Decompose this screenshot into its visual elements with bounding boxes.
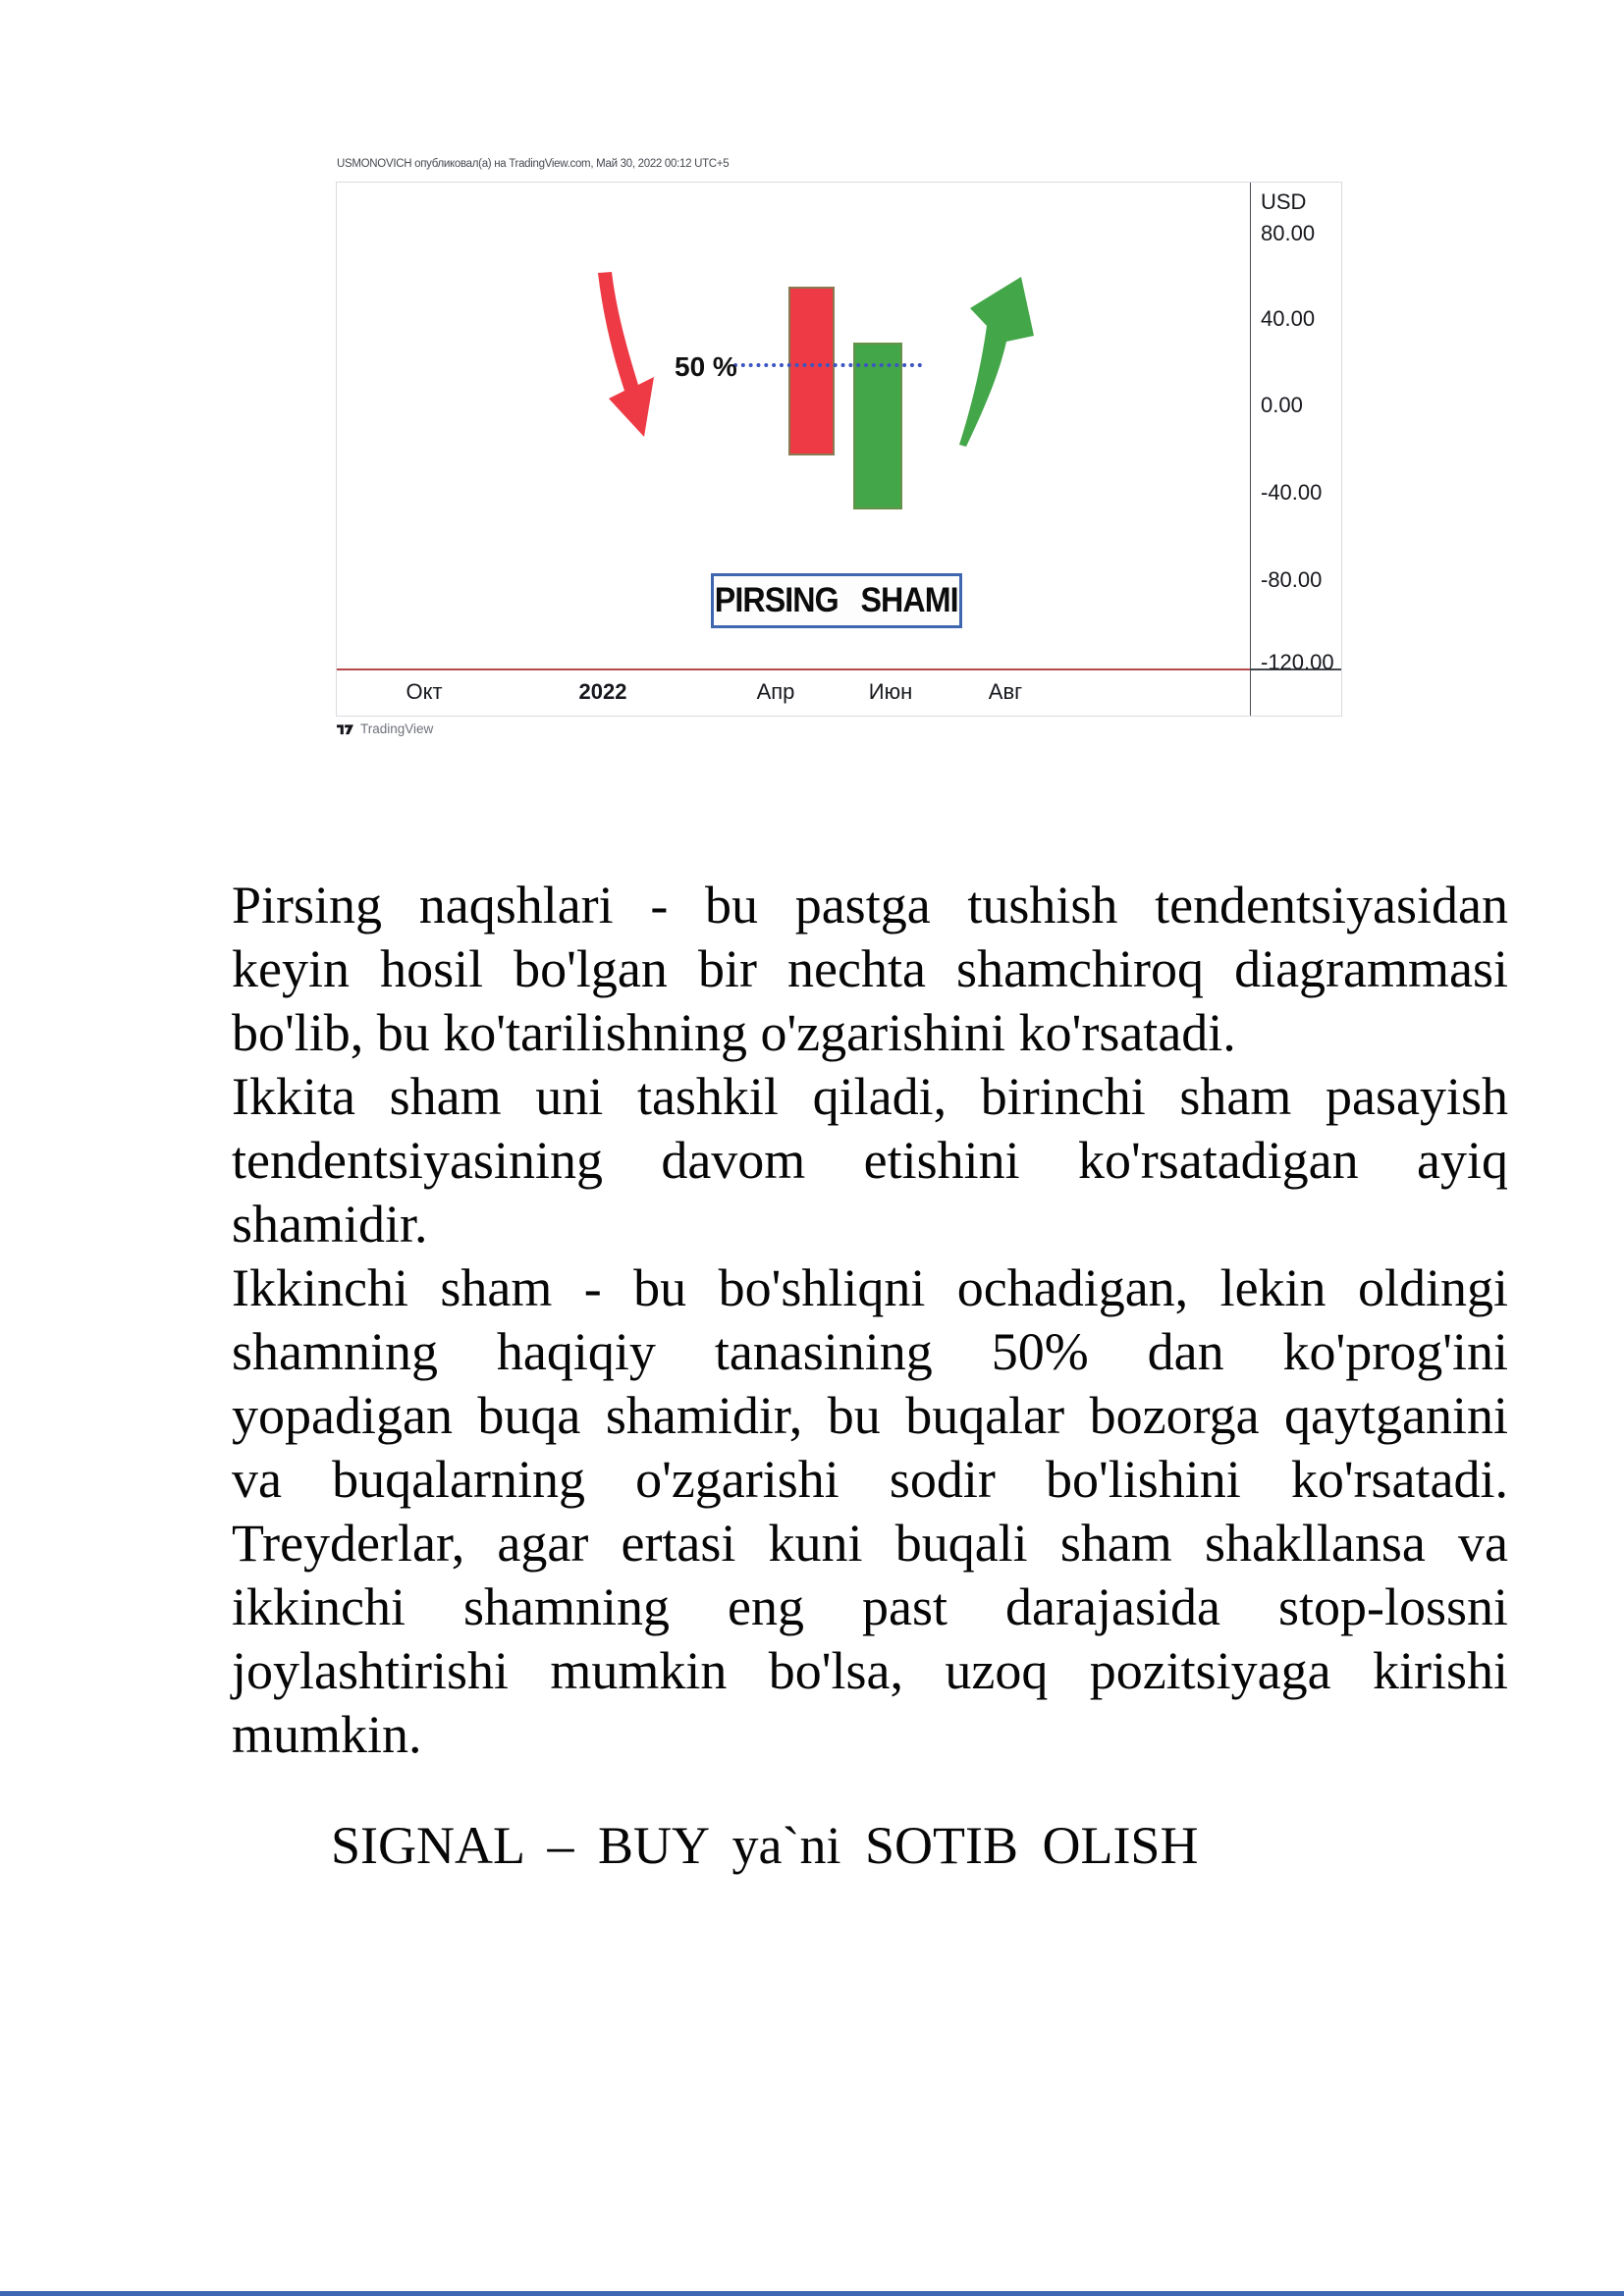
tradingview-logo-icon (337, 722, 353, 736)
x-tick: 2022 (578, 679, 627, 704)
body-line: Ikkinchi sham - bu bo'shliqni ochadigan, lekin oldingi (232, 1258, 1508, 1317)
x-tick: Июн (868, 679, 913, 704)
pattern-label: PIRSING SHAMI (715, 581, 958, 619)
body-line: bo'lib, bu ko'tarilishning o'zgarishini ko'rsatadi. (232, 1003, 1236, 1062)
trend-arrows (337, 183, 1341, 716)
y-tick: 40.00 (1261, 306, 1316, 331)
pattern-label-box (711, 573, 962, 628)
body-line: Treyderlar, agar ertasi kuni buqali sham shakllansa va (232, 1514, 1508, 1573)
body-line: yopadigan buqa shamidir, bu buqalar bozorga qaytganini (232, 1386, 1508, 1445)
body-line: keyin hosil bo'lgan bir nechta shamchiroq diagrammasi (232, 939, 1508, 998)
body-text (232, 874, 1508, 1767)
body-line: Pirsing naqshlari - bu pastga tushish tendentsiyasidan (232, 876, 1508, 934)
tradingview-logo-text: TradingView (360, 721, 434, 736)
body-line: joylashtirishi mumkin bo'lsa, uzoq pozitsiyaga kirishi (232, 1641, 1508, 1700)
body-line: ikkinchi shamning eng past darajasida stop-lossni (232, 1577, 1508, 1636)
y-tick: -80.00 (1261, 567, 1323, 592)
down-arrow-icon (598, 272, 654, 437)
fifty-percent-dotted-line (733, 363, 922, 367)
body-line: tendentsiyasining davom etishini ko'rsatadigan ayiq (232, 1131, 1508, 1190)
y-tick: -40.00 (1261, 480, 1323, 505)
body-line: Ikkita sham uni tashkil qiladi, birinchi sham pasayish (232, 1067, 1508, 1126)
body-line: va buqalarning o'zgarishi sodir bo'lishini ko'rsatadi. (232, 1450, 1508, 1509)
candlestick-chart (336, 182, 1342, 717)
y-tick: -120.00 (1261, 650, 1334, 674)
y-tick: 80.00 (1261, 221, 1316, 245)
chart-attribution: USMONOVICH опубликовал(а) на TradingView.com, Май 30, 2022 00:12 UTC+5 (337, 158, 730, 170)
x-tick: Апр (756, 679, 795, 704)
fifty-percent-label: 50 % (675, 351, 737, 382)
x-tick: Окт (406, 679, 443, 704)
up-arrow-icon (959, 277, 1034, 447)
x-tick: Авг (988, 679, 1023, 704)
body-line: mumkin. (232, 1705, 422, 1764)
tradingview-watermark (337, 721, 433, 736)
signal-text: SIGNAL – BUY ya`ni SOTIB OLISH (331, 1816, 1199, 1875)
body-line: shamidir. (232, 1195, 428, 1254)
currency-label: USD (1261, 189, 1307, 214)
page-bottom-edge (0, 2291, 1624, 2296)
y-tick: 0.00 (1261, 393, 1303, 417)
body-line: shamning haqiqiy tanasining 50% dan ko'prog'ini (232, 1322, 1508, 1381)
